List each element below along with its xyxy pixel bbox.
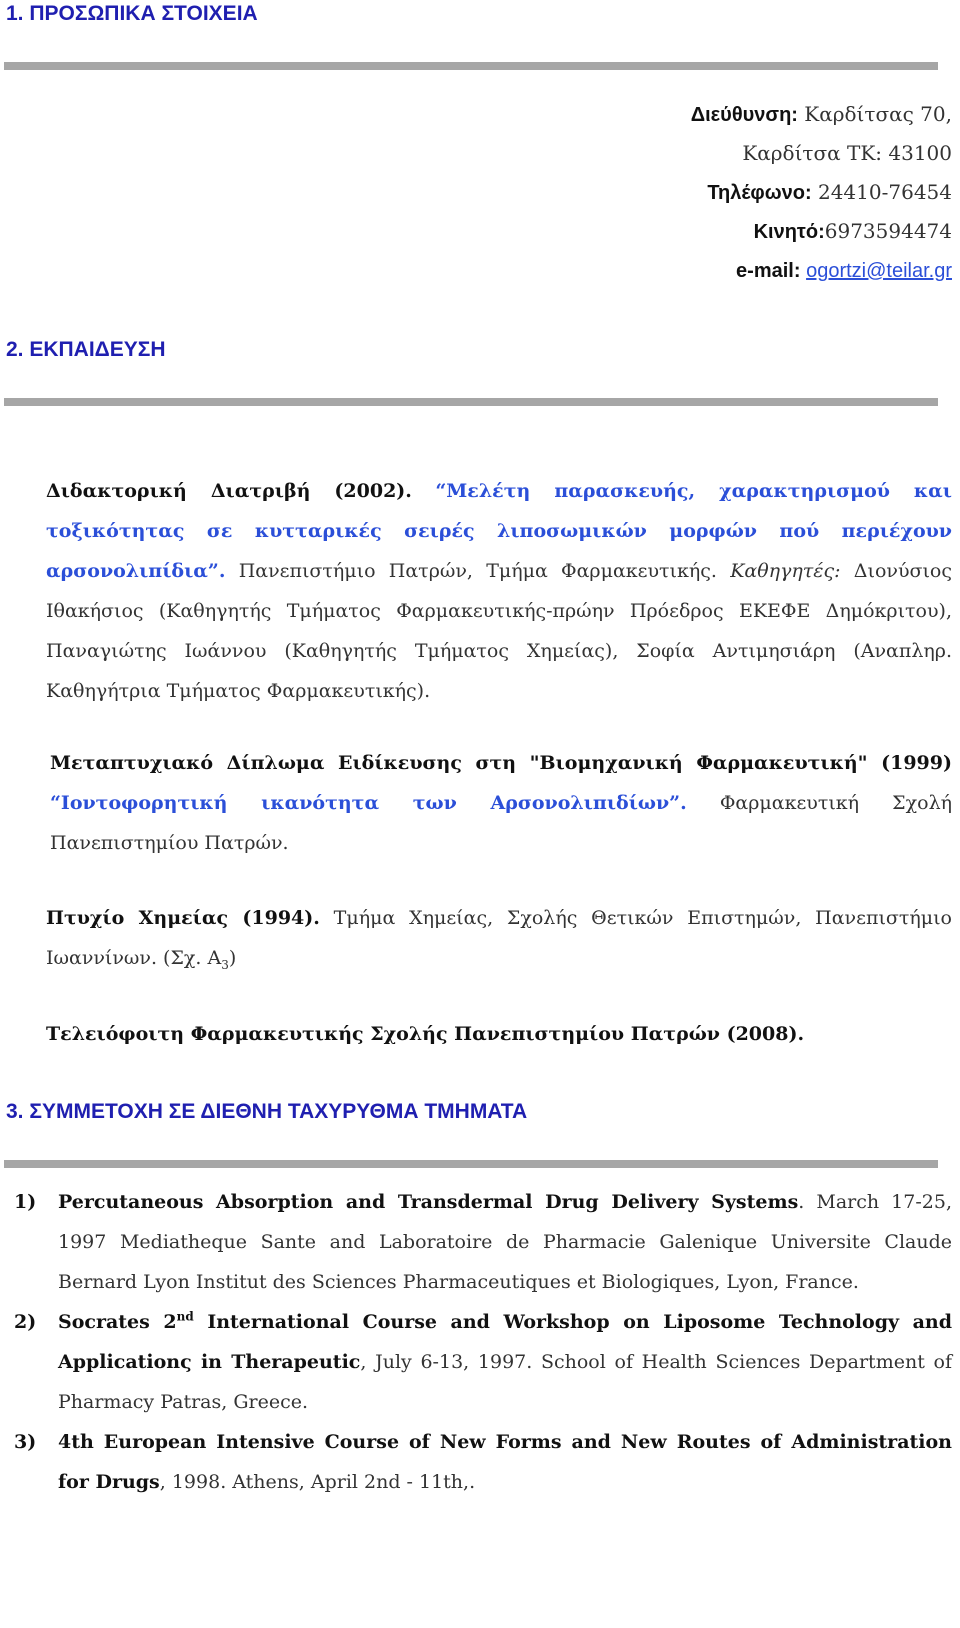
course-title-superscript: nd (176, 1309, 194, 1324)
address-line (691, 102, 952, 127)
list-number: 2) (14, 1311, 37, 1333)
list-number: 3) (14, 1431, 37, 1453)
section-divider (4, 62, 938, 70)
phone-line (707, 180, 952, 205)
email-link[interactable]: ogortzi@teilar.gr (806, 260, 952, 282)
phd-supervisors: Διονύσιος Ιθακήσιος (Καθηγητής Τμήματος Φαρμακευτικής-πρώην Πρόεδρος ΕΚΕΦΕ Δημόκριτου), Παναγιώτης Ιωάννου (Καθηγητής Τμήματος Χημείας), Σοφία Αντιμησιάρη (Αναπληρ. Καθηγήτρια Τμήματος Φαρμακευτικής). (46, 560, 953, 702)
list-item (14, 1302, 952, 1422)
section-divider (4, 1160, 938, 1168)
courses-list (14, 1182, 952, 1502)
student-entry (46, 1014, 952, 1054)
course-title: 4th European Intensive Course of New Forms and New Routes of Administration for Drugs (58, 1431, 952, 1493)
phone-value: 24410-76454 (811, 180, 952, 204)
bsc-entry (46, 898, 952, 978)
bsc-close: ) (228, 947, 237, 969)
address-value: Καρδίτσας 70, (797, 102, 952, 126)
section-divider (4, 398, 938, 406)
course-text (58, 1422, 952, 1502)
course-title: Percutaneous Absorption and Transdermal Drug Delivery Systems (58, 1191, 799, 1213)
course-details: , 1998. Athens, April 2nd - 11th,. (159, 1471, 476, 1493)
address-label: Διεύθυνση: (690, 104, 798, 126)
list-item (14, 1182, 952, 1302)
email-label: e-mail: (736, 260, 807, 282)
phd-thesis: “Μελέτη παρασκευής, χαρακτηρισμού και τοξικότητας σε κυτταρικές σειρές λιποσωμικών μορφών πού περιέχουν αρσονολιπίδια”. (46, 480, 952, 582)
mobile-line (754, 219, 952, 244)
msc-entry (50, 743, 952, 863)
city-line (742, 141, 952, 165)
mobile-label: Κινητό: (753, 221, 825, 243)
section-heading-personal: 1. ΠΡΟΣΩΠΙΚΑ ΣΤΟΙΧΕΙΑ (6, 2, 258, 25)
list-item (14, 1422, 952, 1502)
bsc-title: Πτυχίο Χημείας (1994). (46, 907, 320, 929)
course-details: , July 6-13, 1997. School of Health Sciences Department of Pharmacy Patras, Greece. (58, 1351, 952, 1413)
bsc-subscript: 3 (221, 957, 229, 972)
phone-label: Τηλέφωνο: (707, 182, 812, 204)
city-value: Καρδίτσα ΤΚ: 43100 (742, 141, 952, 165)
course-text (58, 1302, 952, 1422)
course-title-start: Socrates 2 (58, 1311, 177, 1333)
student-text: Τελειόφοιτη Φαρμακευτικής Σχολής Πανεπιστημίου Πατρών (2008). (46, 1023, 805, 1045)
phd-entry (46, 471, 952, 711)
phd-title: Διδακτορική Διατριβή (2002). (46, 480, 412, 502)
msc-thesis: “Ιοντοφορητική ικανότητα των Αρσονολιπιδίων”. (50, 792, 687, 814)
phd-university: Πανεπιστήμιο Πατρών, Τμήμα Φαρμακευτικής. (225, 560, 731, 582)
msc-school: Φαρμακευτική Σχολή Πανεπιστημίου Πατρών. (50, 792, 952, 854)
email-line (736, 258, 952, 283)
msc-title: Μεταπτυχιακό Δίπλωμα Ειδίκευσης στη "Βιομηχανική Φαρμακευτική" (1999) (50, 752, 952, 774)
course-details: . March 17-25, 1997 Mediatheque Sante and Laboratoire de Pharmacie Galenique Universite Claude Bernard Lyon Institut des Sciences Pharmaceutiques et Biologiques, Lyon, France. (58, 1191, 952, 1293)
section-heading-courses: 3. ΣΥΜΜΕΤΟΧΗ ΣΕ ΔΙΕΘΝΗ ΤΑΧΥΡΥΘΜΑ ΤΜΗΜΑΤΑ (6, 1100, 528, 1123)
phd-supervisors-label: Καθηγητές: (730, 560, 841, 582)
bsc-school: Τμήμα Χημείας, Σχολής Θετικών Επιστημών, Πανεπιστήμιο Ιωαννίνων. (Σχ. Α (46, 907, 952, 969)
course-text (58, 1182, 952, 1302)
mobile-value: 6973594474 (824, 219, 952, 243)
list-number: 1) (14, 1191, 37, 1213)
section-heading-education: 2. ΕΚΠΑΙΔΕΥΣΗ (6, 338, 166, 361)
course-title-end: International Course and Workshop on Liposome Technology and Applicationς in Therapeutic (58, 1311, 952, 1373)
